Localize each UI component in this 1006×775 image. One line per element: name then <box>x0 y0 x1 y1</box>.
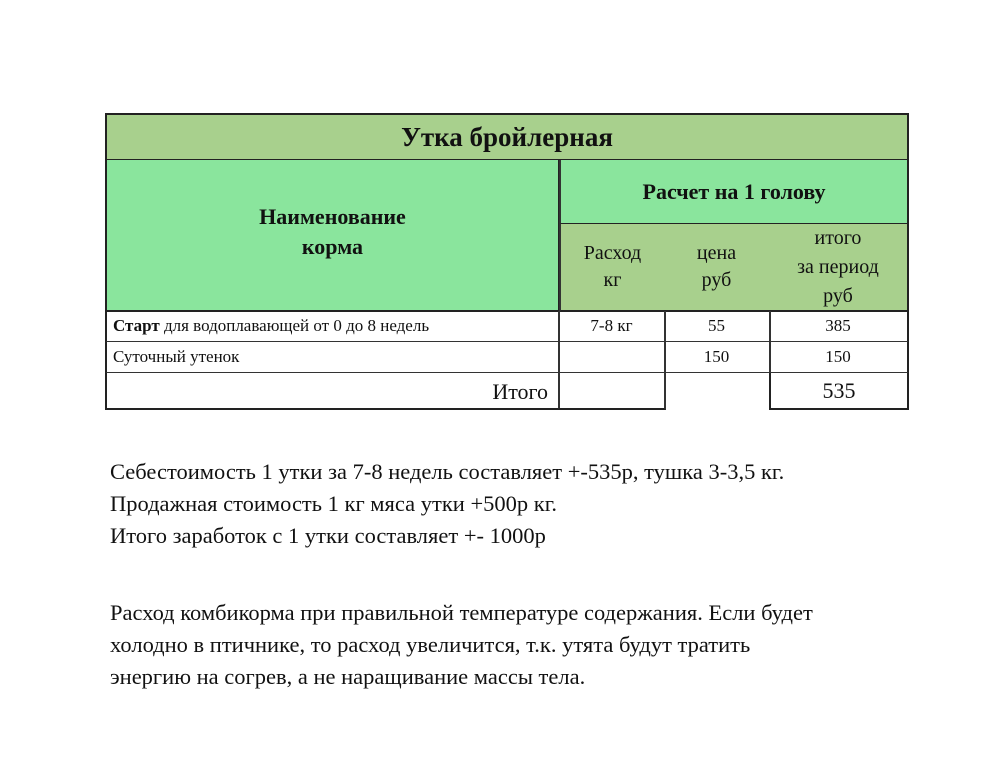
row-name-rest: Суточный утенок <box>113 346 240 366</box>
period-total-header-line2: за период <box>797 255 879 278</box>
table-row-price: 150 <box>664 342 771 373</box>
cost-summary-line3: Итого заработок с 1 утки составляет +- 1000р <box>110 523 546 548</box>
period-total-header-line3: руб <box>823 284 853 307</box>
row-name-bold: Старт <box>113 315 160 335</box>
period-total-header-line1: итого <box>814 226 862 249</box>
row-name-rest: для водоплавающей от 0 до 8 недель <box>159 315 430 335</box>
price-header-line2: руб <box>701 269 732 291</box>
feed-name-header-line2: корма <box>301 234 364 259</box>
feed-note-line3: энергию на согрев, а не наращивание массы тела. <box>110 664 586 689</box>
cost-summary-line2: Продажная стоимость 1 кг мяса утки +500р кг. <box>110 491 558 516</box>
feed-note-line1: Расход комбикорма при правильной температуре содержания. Если будет <box>110 600 813 625</box>
price-header <box>664 224 771 312</box>
total-value: 535 <box>769 373 909 410</box>
cost-summary-line1: Себестоимость 1 утки за 7-8 недель составляет +-535р, тушка 3-3,5 кг. <box>110 459 785 484</box>
feed-name-header <box>105 160 560 312</box>
total-empty-cell <box>559 373 666 410</box>
table-row-consumption <box>559 342 666 373</box>
feed-name-header-line1: Наименование <box>259 204 406 230</box>
table-row-price: 55 <box>664 311 771 342</box>
total-label: Итого <box>105 373 560 410</box>
price-header-line1: цена <box>696 242 737 264</box>
table-row-name <box>105 311 560 342</box>
table-row-total: 150 <box>769 342 909 373</box>
consumption-header-line2: кг <box>603 269 622 291</box>
feed-note-line2: холодно в птичнике, то расход увеличится, т.к. утята будут тратить <box>110 632 751 657</box>
cost-summary-paragraph <box>110 456 784 552</box>
table-title: Утка бройлерная <box>105 113 909 161</box>
consumption-header-line1: Расход <box>583 242 642 264</box>
consumption-header <box>559 224 666 312</box>
period-total-header <box>769 224 909 312</box>
feed-note-paragraph <box>110 597 813 693</box>
per-head-header: Расчет на 1 голову <box>559 160 909 225</box>
table-row-name <box>105 342 560 373</box>
table-row-consumption: 7-8 кг <box>559 311 666 342</box>
table-row-total: 385 <box>769 311 909 342</box>
